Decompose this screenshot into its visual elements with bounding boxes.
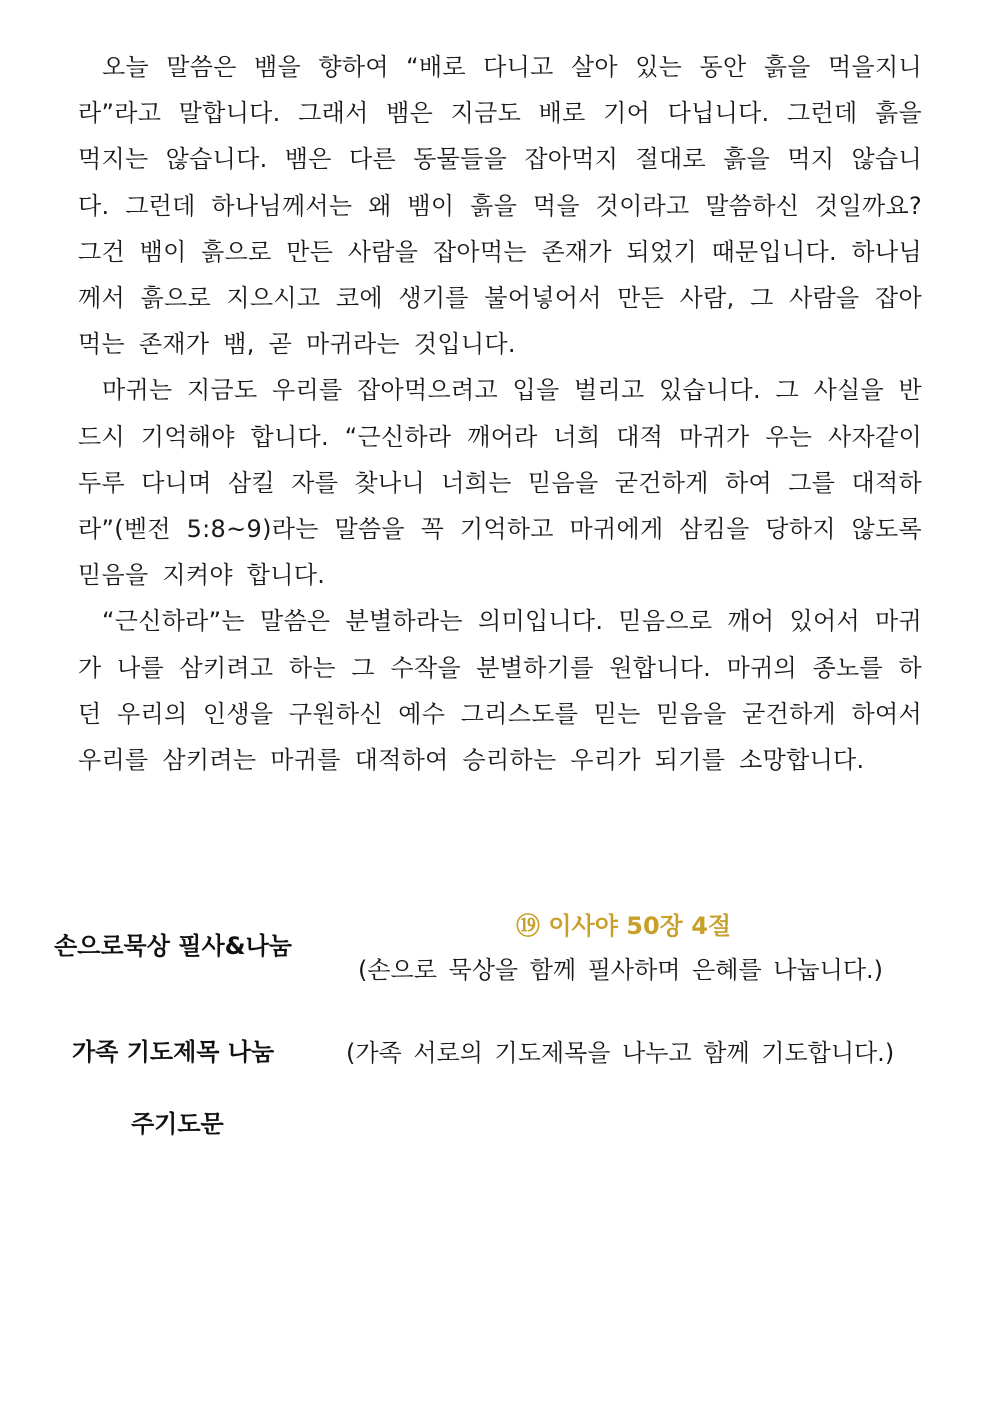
- paragraph-2: 마귀는 지금도 우리를 잡아먹으려고 입을 벌리고 있습니다. 그 사실을 반드시 기억해야 합니다. “근신하라 깨어라 너희 대적 마귀가 우는 사자같이 두루 다니며 삼킬 자를 찾나니 너희는 믿음을 굳건하게 하여 그를 대적하라”(벧전 5:8~9)라는 말씀을 꼭 기억하고 마귀에게 삼킴을 당하지 않도록 믿음을 지켜야 합니다.: [78, 376, 922, 590]
- meditation-body: [78, 44, 922, 783]
- handwriting-section-note: (손으로 묵상을 함께 필사하며 은혜를 나눕니다.): [358, 956, 883, 984]
- handwriting-section-label: 손으로묵상 필사&나눔: [54, 932, 292, 960]
- scripture-reference: ⑲ 이사야 50장 4절: [516, 912, 732, 940]
- paragraph-3: “근신하라”는 말씀은 분별하라는 의미입니다. 믿음으로 깨어 있어서 마귀가 나를 삼키려고 하는 그 수작을 분별하기를 원합니다. 마귀의 종노를 하던 우리의 인생을 구원하신 예수 그리스도를 믿는 믿음을 굳건하게 하여서 우리를 삼키려는 마귀를 대적하여 승리하는 우리가 되기를 소망합니다.: [78, 607, 922, 775]
- paragraph-1: 오늘 말씀은 뱀을 향하여 “배로 다니고 살아 있는 동안 흙을 먹을지니라”라고 말합니다. 그래서 뱀은 지금도 배로 기어 다닙니다. 그런데 흙을 먹지는 않습니다. 뱀은 다른 동물들을 잡아먹지 절대로 흙을 먹지 않습니다. 그런데 하나님께서는 왜 뱀이 흙을 먹을 것이라고 말씀하신 것일까요? 그건 뱀이 흙으로 만든 사람을 잡아먹는 존재가 되었기 때문입니다. 하나님께서 흙으로 지으시고 코에 생기를 불어넣어서 만든 사람, 그 사람을 잡아먹는 존재가 뱀, 곧 마귀라는 것입니다.: [78, 53, 922, 359]
- lords-prayer-label: 주기도문: [131, 1110, 224, 1138]
- prayer-section-note: (가족 서로의 기도제목을 나누고 함께 기도합니다.): [346, 1039, 895, 1067]
- prayer-section-label: 가족 기도제목 나눔: [72, 1038, 275, 1066]
